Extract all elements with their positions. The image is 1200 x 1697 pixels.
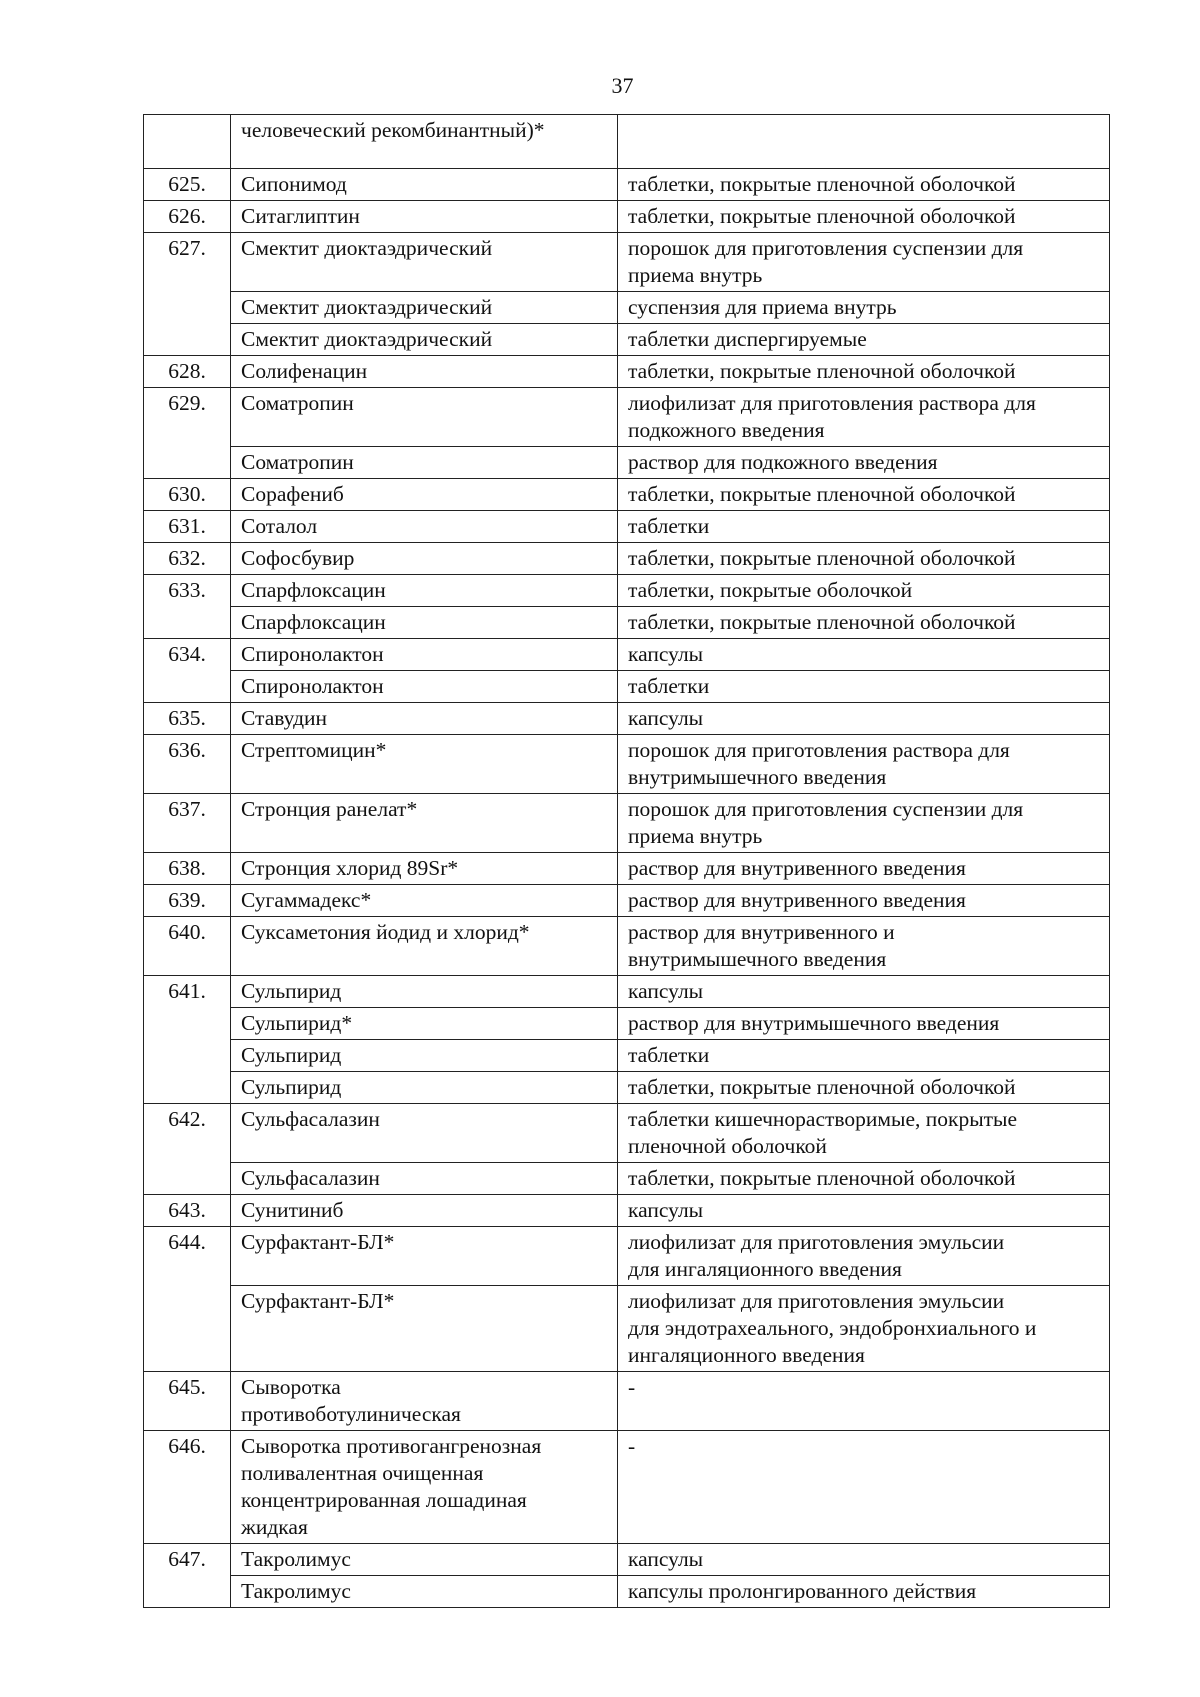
dosage-form: таблетки, покрытые пленочной оболочкой [618,356,1110,388]
drug-table [143,114,1110,1608]
row-number: 638. [144,853,231,885]
drug-name: Сипонимод [231,169,618,201]
dosage-form: капсулы пролонгированного действия [618,1576,1110,1608]
row-number: 637. [144,794,231,853]
dosage-form: таблетки, покрытые пленочной оболочкой [618,201,1110,233]
row-number: 634. [144,639,231,703]
table-row [144,1072,1110,1104]
drug-name: Сульпирид [231,1040,618,1072]
drug-name: Ситаглиптин [231,201,618,233]
table-row [144,233,1110,292]
table-row [144,1431,1110,1544]
table-row [144,1372,1110,1431]
drug-name: Сульфасалазин [231,1163,618,1195]
dosage-form: раствор для подкожного введения [618,447,1110,479]
table-row [144,794,1110,853]
row-number: 641. [144,976,231,1104]
drug-name: Смектит диоктаэдрический [231,233,618,292]
dosage-form: - [618,1372,1110,1431]
table-row [144,292,1110,324]
table-row [144,543,1110,575]
drug-name: человеческий рекомбинантный)* [231,115,618,169]
drug-name: Спарфлоксацин [231,575,618,607]
drug-name: Сульпирид [231,1072,618,1104]
drug-name: Такролимус [231,1544,618,1576]
dosage-form: капсулы [618,703,1110,735]
dosage-form: таблетки, покрытые пленочной оболочкой [618,169,1110,201]
table-row [144,356,1110,388]
row-number: 631. [144,511,231,543]
drug-name: Ставудин [231,703,618,735]
drug-name: Сыворотка противогангренозная поливалентная очищенная концентрированная лошадиная жидкая [231,1431,618,1544]
dosage-form: - [618,1431,1110,1544]
drug-table-body [144,115,1110,1608]
table-row [144,639,1110,671]
dosage-form: капсулы [618,1544,1110,1576]
dosage-form: таблетки диспергируемые [618,324,1110,356]
table-row [144,1008,1110,1040]
drug-name: Сорафениб [231,479,618,511]
table-row [144,575,1110,607]
drug-name: Сурфактант-БЛ* [231,1227,618,1286]
dosage-form: таблетки [618,671,1110,703]
row-number: 633. [144,575,231,639]
table-row [144,703,1110,735]
row-number [144,115,231,169]
row-number: 625. [144,169,231,201]
table-row [144,511,1110,543]
table-row [144,1195,1110,1227]
drug-name: Смектит диоктаэдрический [231,324,618,356]
table-row [144,1040,1110,1072]
dosage-form: порошок для приготовления раствора для внутримышечного введения [618,735,1110,794]
dosage-form: раствор для внутривенного введения [618,885,1110,917]
table-row [144,1104,1110,1163]
drug-name: Софосбувир [231,543,618,575]
dosage-form: таблетки, покрытые пленочной оболочкой [618,543,1110,575]
dosage-form [618,115,1110,169]
table-row [144,115,1110,169]
table-row [144,671,1110,703]
table-row [144,917,1110,976]
table-row [144,853,1110,885]
table-row [144,1163,1110,1195]
row-number: 629. [144,388,231,479]
drug-name: Сульпирид [231,976,618,1008]
row-number: 628. [144,356,231,388]
dosage-form: таблетки, покрытые пленочной оболочкой [618,1072,1110,1104]
drug-name: Стронция ранелат* [231,794,618,853]
drug-name: Стрептомицин* [231,735,618,794]
row-number: 639. [144,885,231,917]
dosage-form: раствор для внутривенного введения [618,853,1110,885]
dosage-form: капсулы [618,1195,1110,1227]
dosage-form: таблетки, покрытые пленочной оболочкой [618,1163,1110,1195]
dosage-form: суспензия для приема внутрь [618,292,1110,324]
drug-name: Сульпирид* [231,1008,618,1040]
dosage-form: таблетки [618,511,1110,543]
row-number: 635. [144,703,231,735]
dosage-form: таблетки, покрытые пленочной оболочкой [618,607,1110,639]
table-row [144,1576,1110,1608]
row-number: 630. [144,479,231,511]
page-number: 37 [611,73,634,98]
table-row [144,735,1110,794]
drug-name: Соталол [231,511,618,543]
dosage-form: лиофилизат для приготовления эмульсии для эндотрахеального, эндобронхиального и ингаляционного введения [618,1286,1110,1372]
dosage-form: таблетки, покрытые оболочкой [618,575,1110,607]
table-row [144,388,1110,447]
drug-name: Спарфлоксацин [231,607,618,639]
drug-name: Сульфасалазин [231,1104,618,1163]
row-number: 627. [144,233,231,356]
table-row [144,201,1110,233]
table-row [144,607,1110,639]
row-number: 626. [144,201,231,233]
dosage-form: раствор для внутривенного и внутримышечного введения [618,917,1110,976]
table-row [144,1286,1110,1372]
table-row [144,1544,1110,1576]
dosage-form: порошок для приготовления суспензии для приема внутрь [618,794,1110,853]
row-number: 636. [144,735,231,794]
table-row [144,1227,1110,1286]
row-number: 646. [144,1431,231,1544]
drug-name: Сугаммадекс* [231,885,618,917]
dosage-form: таблетки кишечнорастворимые, покрытые пленочной оболочкой [618,1104,1110,1163]
drug-name: Смектит диоктаэдрический [231,292,618,324]
row-number: 644. [144,1227,231,1372]
dosage-form: порошок для приготовления суспензии для приема внутрь [618,233,1110,292]
drug-name: Сурфактант-БЛ* [231,1286,618,1372]
drug-name: Сыворотка противоботулиническая [231,1372,618,1431]
drug-name: Солифенацин [231,356,618,388]
dosage-form: капсулы [618,976,1110,1008]
dosage-form: таблетки [618,1040,1110,1072]
drug-name: Такролимус [231,1576,618,1608]
drug-name: Стронция хлорид 89Sr* [231,853,618,885]
dosage-form: капсулы [618,639,1110,671]
table-row [144,169,1110,201]
drug-name: Спиронолактон [231,671,618,703]
row-number: 645. [144,1372,231,1431]
table-row [144,447,1110,479]
table-row [144,479,1110,511]
drug-name: Сунитиниб [231,1195,618,1227]
dosage-form: раствор для внутримышечного введения [618,1008,1110,1040]
dosage-form: таблетки, покрытые пленочной оболочкой [618,479,1110,511]
row-number: 647. [144,1544,231,1608]
row-number: 632. [144,543,231,575]
drug-name: Суксаметония йодид и хлорид* [231,917,618,976]
row-number: 640. [144,917,231,976]
table-row [144,885,1110,917]
drug-name: Соматропин [231,447,618,479]
drug-name: Спиронолактон [231,639,618,671]
dosage-form: лиофилизат для приготовления раствора для подкожного введения [618,388,1110,447]
row-number: 643. [144,1195,231,1227]
drug-name: Соматропин [231,388,618,447]
dosage-form: лиофилизат для приготовления эмульсии для ингаляционного введения [618,1227,1110,1286]
row-number: 642. [144,1104,231,1195]
table-row [144,976,1110,1008]
table-row [144,324,1110,356]
